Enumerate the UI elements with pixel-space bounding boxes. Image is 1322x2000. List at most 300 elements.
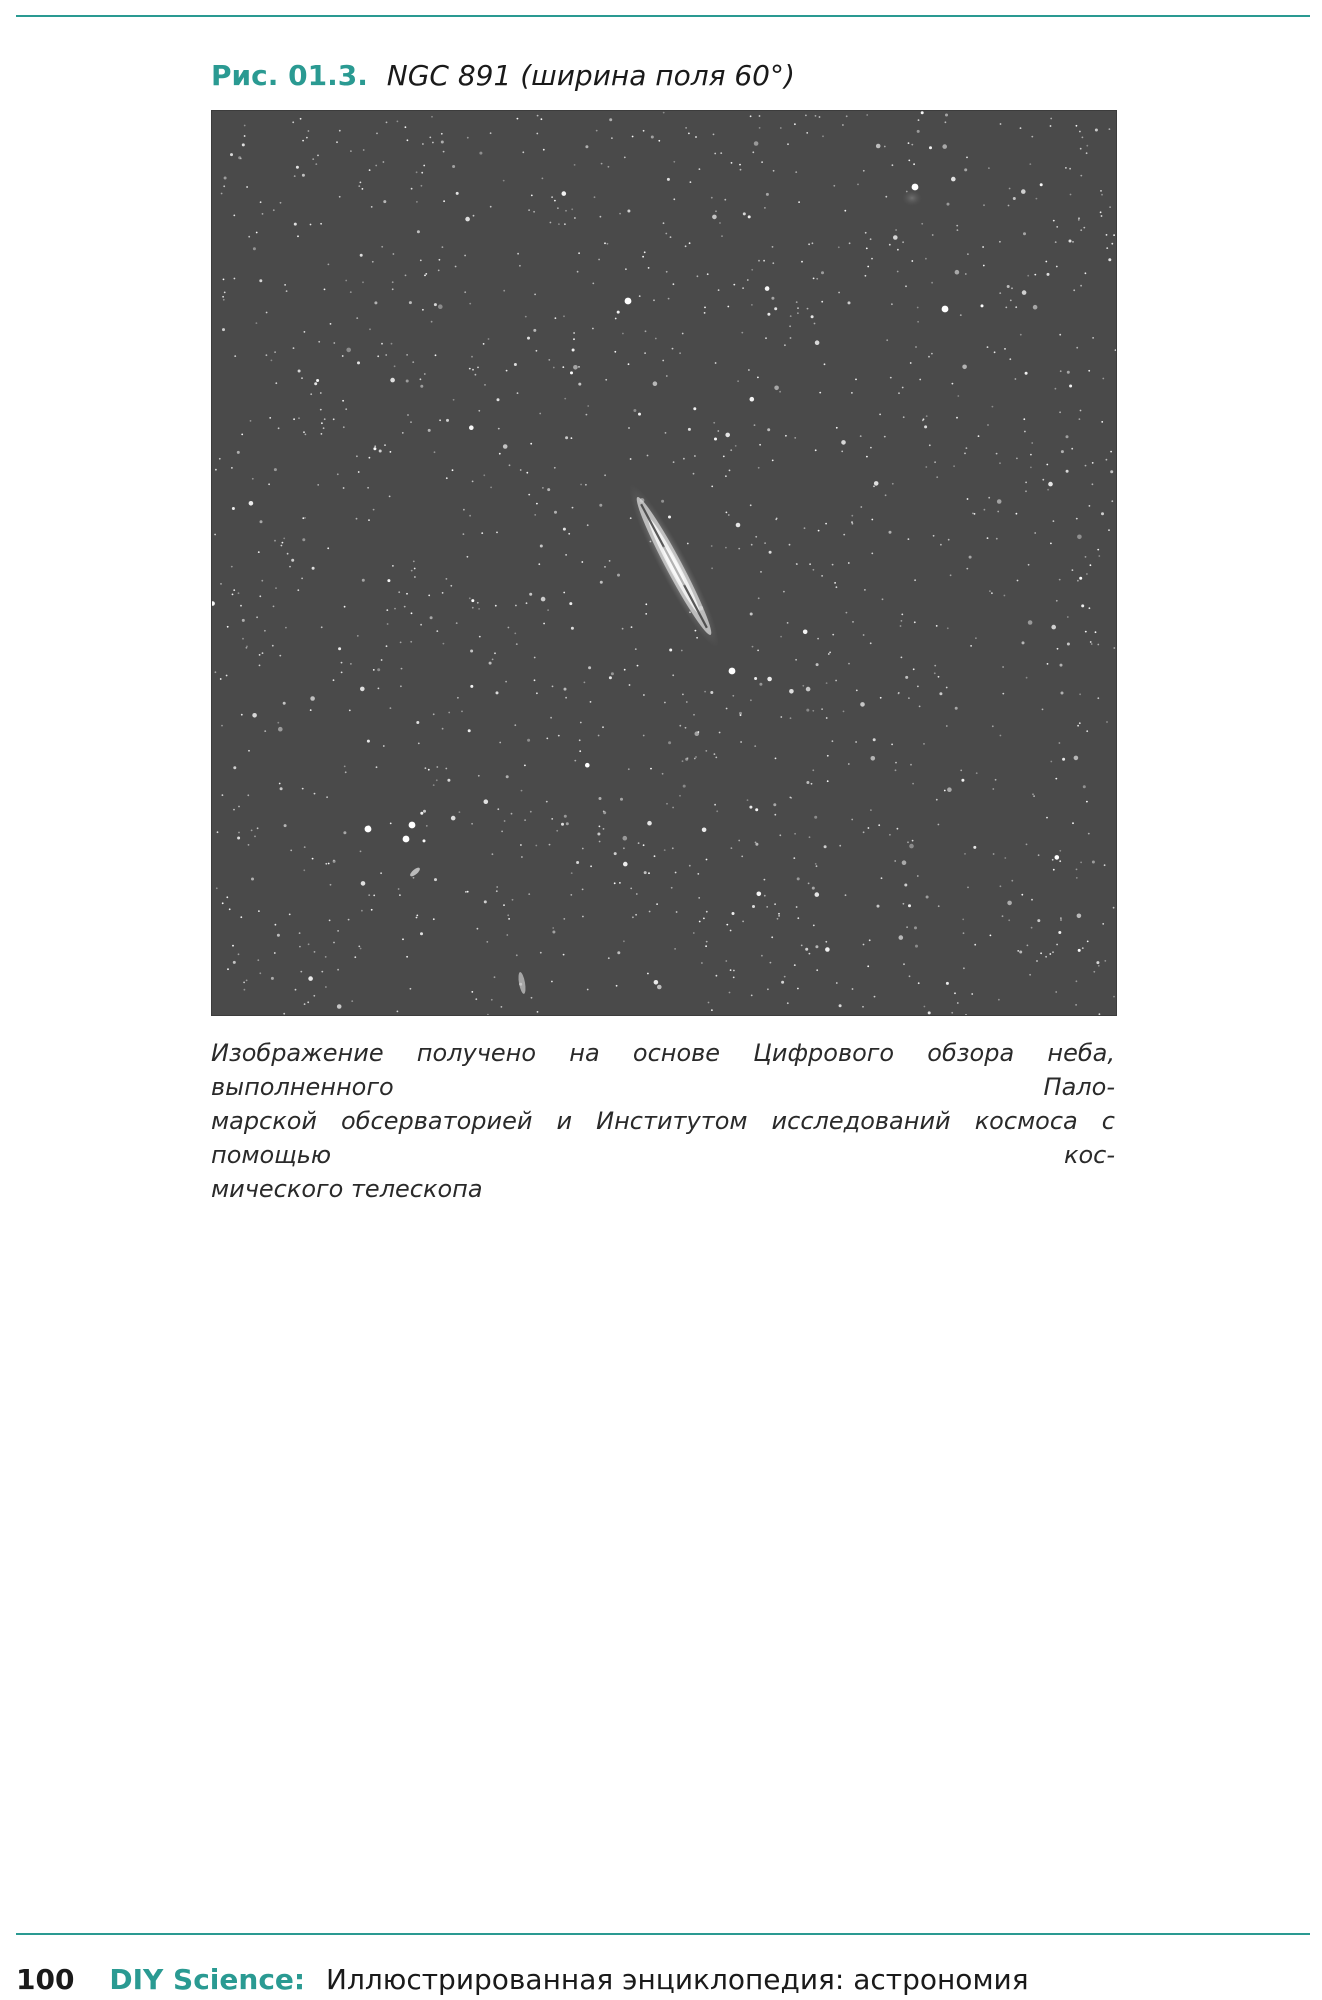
star	[774, 307, 777, 310]
star	[819, 116, 821, 118]
star	[825, 523, 827, 525]
star	[257, 827, 259, 829]
star	[588, 666, 591, 669]
star	[509, 464, 511, 466]
star	[519, 265, 521, 267]
star	[747, 279, 749, 281]
star	[317, 155, 319, 157]
star	[299, 932, 301, 934]
star	[302, 174, 305, 177]
star	[262, 652, 264, 654]
star	[294, 175, 296, 177]
star	[923, 743, 925, 745]
star	[1025, 482, 1027, 484]
star	[246, 980, 248, 982]
star	[814, 816, 817, 819]
star	[256, 232, 258, 234]
page-number: 100	[16, 1963, 75, 1996]
star	[1016, 513, 1018, 515]
star	[297, 235, 299, 237]
star	[527, 739, 530, 742]
star	[517, 392, 519, 394]
star	[962, 919, 964, 921]
star	[494, 652, 496, 654]
star	[356, 518, 358, 520]
star	[601, 163, 603, 165]
star	[1034, 274, 1036, 276]
star	[848, 663, 850, 665]
star	[1061, 692, 1064, 695]
star	[740, 741, 742, 743]
star	[816, 969, 818, 971]
star	[999, 292, 1001, 294]
star	[1069, 385, 1072, 388]
star	[748, 369, 750, 371]
star	[320, 223, 322, 225]
star	[330, 884, 332, 886]
star	[877, 905, 880, 908]
star	[915, 945, 918, 948]
star	[957, 229, 959, 231]
star	[534, 294, 536, 296]
star	[467, 556, 469, 558]
star	[477, 602, 479, 604]
star	[291, 559, 294, 562]
star	[909, 844, 914, 849]
star	[283, 702, 286, 705]
star	[369, 169, 371, 171]
star	[723, 456, 725, 458]
star	[302, 538, 305, 541]
star	[260, 520, 263, 523]
star	[963, 932, 965, 934]
star	[1082, 947, 1084, 949]
star	[759, 683, 762, 686]
star	[369, 457, 371, 459]
star	[764, 879, 766, 881]
star	[380, 872, 382, 874]
star	[484, 384, 486, 386]
star	[821, 708, 823, 710]
star	[535, 845, 537, 847]
star	[925, 466, 927, 468]
star	[394, 608, 396, 610]
star	[631, 626, 633, 628]
star	[1036, 960, 1038, 962]
star	[337, 969, 339, 971]
star	[1002, 915, 1004, 917]
star	[811, 315, 814, 318]
star	[314, 951, 316, 953]
star	[343, 831, 346, 834]
star	[346, 348, 351, 353]
star	[725, 960, 727, 962]
star	[964, 453, 966, 455]
star	[796, 301, 798, 303]
star	[358, 185, 360, 187]
star	[402, 432, 404, 434]
star	[526, 602, 528, 604]
star	[469, 303, 471, 305]
star	[805, 948, 808, 951]
star	[1101, 194, 1103, 196]
star	[417, 230, 420, 233]
star	[666, 375, 668, 377]
star	[387, 623, 389, 625]
star	[541, 597, 546, 602]
star	[524, 765, 526, 767]
star	[1023, 232, 1026, 235]
star	[816, 278, 818, 280]
star	[337, 930, 339, 932]
star	[839, 845, 841, 847]
star	[731, 162, 733, 164]
star	[215, 671, 217, 673]
star	[1059, 860, 1061, 862]
star	[321, 971, 323, 973]
star	[997, 499, 1002, 504]
star	[976, 772, 978, 774]
star	[496, 532, 498, 534]
star	[471, 991, 473, 993]
star	[473, 215, 475, 217]
star	[423, 165, 425, 167]
star	[534, 679, 536, 681]
star	[1077, 580, 1079, 582]
star	[371, 909, 373, 911]
star	[944, 790, 946, 792]
star	[308, 976, 313, 981]
star	[689, 242, 691, 244]
star	[695, 630, 697, 632]
star	[442, 592, 444, 594]
star	[1046, 817, 1048, 819]
star	[665, 432, 667, 434]
star	[987, 424, 989, 426]
star	[726, 924, 728, 926]
star	[1090, 564, 1092, 566]
star	[1004, 595, 1006, 597]
star	[337, 1004, 342, 1009]
star	[833, 185, 835, 187]
star	[238, 592, 240, 594]
star	[1030, 454, 1032, 456]
star	[374, 445, 376, 447]
star	[1031, 136, 1033, 138]
star	[821, 575, 823, 577]
star	[705, 945, 707, 947]
star	[809, 953, 811, 955]
star	[741, 332, 743, 334]
galaxy-photo	[211, 110, 1117, 1016]
star	[707, 273, 709, 275]
star	[507, 914, 509, 916]
star	[868, 827, 870, 829]
star	[1071, 448, 1073, 450]
star	[556, 830, 558, 832]
star	[749, 806, 752, 809]
star	[562, 191, 567, 196]
star	[1093, 971, 1095, 973]
star	[425, 273, 427, 275]
star	[250, 420, 252, 422]
star	[552, 686, 554, 688]
star	[536, 503, 538, 505]
star	[1038, 854, 1040, 856]
star	[546, 801, 548, 803]
star	[617, 574, 620, 577]
star	[520, 844, 522, 846]
star	[358, 946, 360, 948]
star	[867, 266, 869, 268]
star	[1104, 864, 1106, 866]
star	[271, 977, 274, 980]
star	[871, 553, 873, 555]
star	[654, 980, 659, 985]
star	[635, 914, 637, 916]
star	[984, 509, 986, 511]
star	[647, 821, 652, 826]
star	[725, 547, 727, 549]
star	[852, 621, 854, 623]
star	[540, 952, 542, 954]
star	[836, 586, 838, 588]
star	[673, 461, 675, 463]
star	[257, 959, 259, 961]
star	[815, 892, 820, 897]
star	[536, 350, 538, 352]
star	[1059, 334, 1061, 336]
star	[764, 207, 766, 209]
star	[406, 956, 408, 958]
star	[1110, 470, 1113, 473]
star	[1088, 833, 1090, 835]
star	[732, 912, 735, 915]
star	[865, 275, 867, 277]
star	[301, 377, 303, 379]
star	[796, 563, 798, 565]
star	[787, 143, 789, 145]
star	[836, 982, 838, 984]
star	[826, 682, 828, 684]
star	[917, 321, 919, 323]
star	[310, 393, 312, 395]
star	[764, 542, 766, 544]
star	[645, 330, 647, 332]
star	[889, 834, 891, 836]
star	[724, 199, 726, 201]
star	[1029, 974, 1031, 976]
star	[533, 329, 536, 332]
star	[342, 400, 344, 402]
star	[914, 621, 916, 623]
star	[643, 694, 645, 696]
star	[706, 911, 708, 913]
star	[731, 847, 733, 849]
star	[999, 241, 1001, 243]
star	[598, 259, 600, 261]
star	[1056, 944, 1058, 946]
star	[1106, 721, 1108, 723]
star	[693, 714, 695, 716]
star	[987, 537, 989, 539]
star	[978, 435, 980, 437]
star	[622, 628, 624, 630]
star	[314, 382, 317, 385]
star	[424, 275, 426, 277]
star	[561, 823, 564, 826]
star	[498, 428, 500, 430]
star	[757, 377, 759, 379]
star	[563, 528, 566, 531]
star	[303, 869, 305, 871]
star	[514, 633, 516, 635]
star	[256, 616, 258, 618]
star	[925, 258, 927, 260]
star	[298, 417, 300, 419]
star	[592, 328, 594, 330]
star	[294, 223, 297, 226]
star	[584, 682, 586, 684]
star	[506, 370, 508, 372]
star	[902, 387, 904, 389]
star	[599, 504, 602, 507]
bright-star	[942, 306, 949, 313]
star	[416, 915, 418, 917]
star	[1000, 885, 1002, 887]
star	[348, 919, 350, 921]
star	[1101, 421, 1103, 423]
star	[356, 455, 358, 457]
star	[898, 693, 900, 695]
star	[514, 363, 517, 366]
star	[714, 438, 717, 441]
star	[841, 440, 846, 445]
star	[812, 769, 814, 771]
star	[524, 819, 526, 821]
star	[248, 236, 250, 238]
star	[226, 675, 228, 677]
star	[258, 551, 260, 553]
star	[1077, 725, 1079, 727]
star	[679, 352, 681, 354]
star	[373, 447, 376, 450]
star	[908, 904, 911, 907]
star	[537, 1011, 539, 1013]
star	[742, 287, 744, 289]
star	[240, 605, 242, 607]
star	[772, 262, 774, 264]
star	[384, 444, 386, 446]
star	[387, 579, 390, 582]
star	[329, 920, 331, 922]
star	[297, 589, 299, 591]
star	[550, 222, 552, 224]
star	[928, 1011, 931, 1014]
star	[991, 592, 993, 594]
star	[232, 945, 234, 947]
star	[647, 455, 649, 457]
star	[1086, 573, 1088, 575]
star	[1002, 666, 1004, 668]
star	[488, 338, 490, 340]
star	[571, 437, 573, 439]
star	[826, 717, 828, 719]
star	[472, 607, 474, 609]
star	[953, 465, 955, 467]
star	[503, 444, 508, 449]
star	[1025, 372, 1028, 375]
star	[1027, 275, 1029, 277]
star	[842, 124, 844, 126]
star	[693, 473, 695, 475]
star	[866, 248, 868, 250]
star	[1031, 899, 1033, 901]
star	[780, 127, 782, 129]
star	[215, 469, 217, 471]
star	[995, 779, 997, 781]
star	[465, 217, 470, 222]
star	[383, 161, 385, 163]
star	[1074, 756, 1079, 761]
star	[1079, 577, 1082, 580]
star	[1067, 643, 1070, 646]
star	[333, 942, 335, 944]
star	[478, 775, 480, 777]
star	[341, 662, 343, 664]
star	[698, 731, 700, 733]
star	[1085, 631, 1087, 633]
star	[483, 343, 485, 345]
star	[320, 392, 322, 394]
star	[282, 542, 284, 544]
star	[278, 727, 283, 732]
star	[852, 988, 854, 990]
star	[1046, 464, 1048, 466]
star	[233, 766, 236, 769]
star	[848, 562, 850, 564]
star	[432, 142, 434, 144]
star	[815, 863, 817, 865]
star	[789, 544, 791, 546]
star	[661, 500, 664, 503]
star	[737, 380, 739, 382]
star	[630, 517, 632, 519]
star	[832, 564, 834, 566]
star	[719, 732, 721, 734]
star	[1087, 941, 1089, 943]
star	[911, 144, 913, 146]
star	[333, 679, 335, 681]
star	[445, 768, 447, 770]
star	[363, 149, 365, 151]
star	[764, 895, 766, 897]
star	[381, 343, 383, 345]
star	[484, 799, 489, 804]
star	[983, 265, 985, 267]
star	[310, 224, 312, 226]
star	[407, 139, 409, 141]
star	[1095, 631, 1097, 633]
star	[1031, 927, 1033, 929]
star	[797, 917, 799, 919]
star	[729, 470, 731, 472]
star	[1021, 189, 1026, 194]
star	[304, 1003, 306, 1005]
star	[1080, 862, 1082, 864]
star	[645, 603, 647, 605]
star	[592, 283, 594, 285]
